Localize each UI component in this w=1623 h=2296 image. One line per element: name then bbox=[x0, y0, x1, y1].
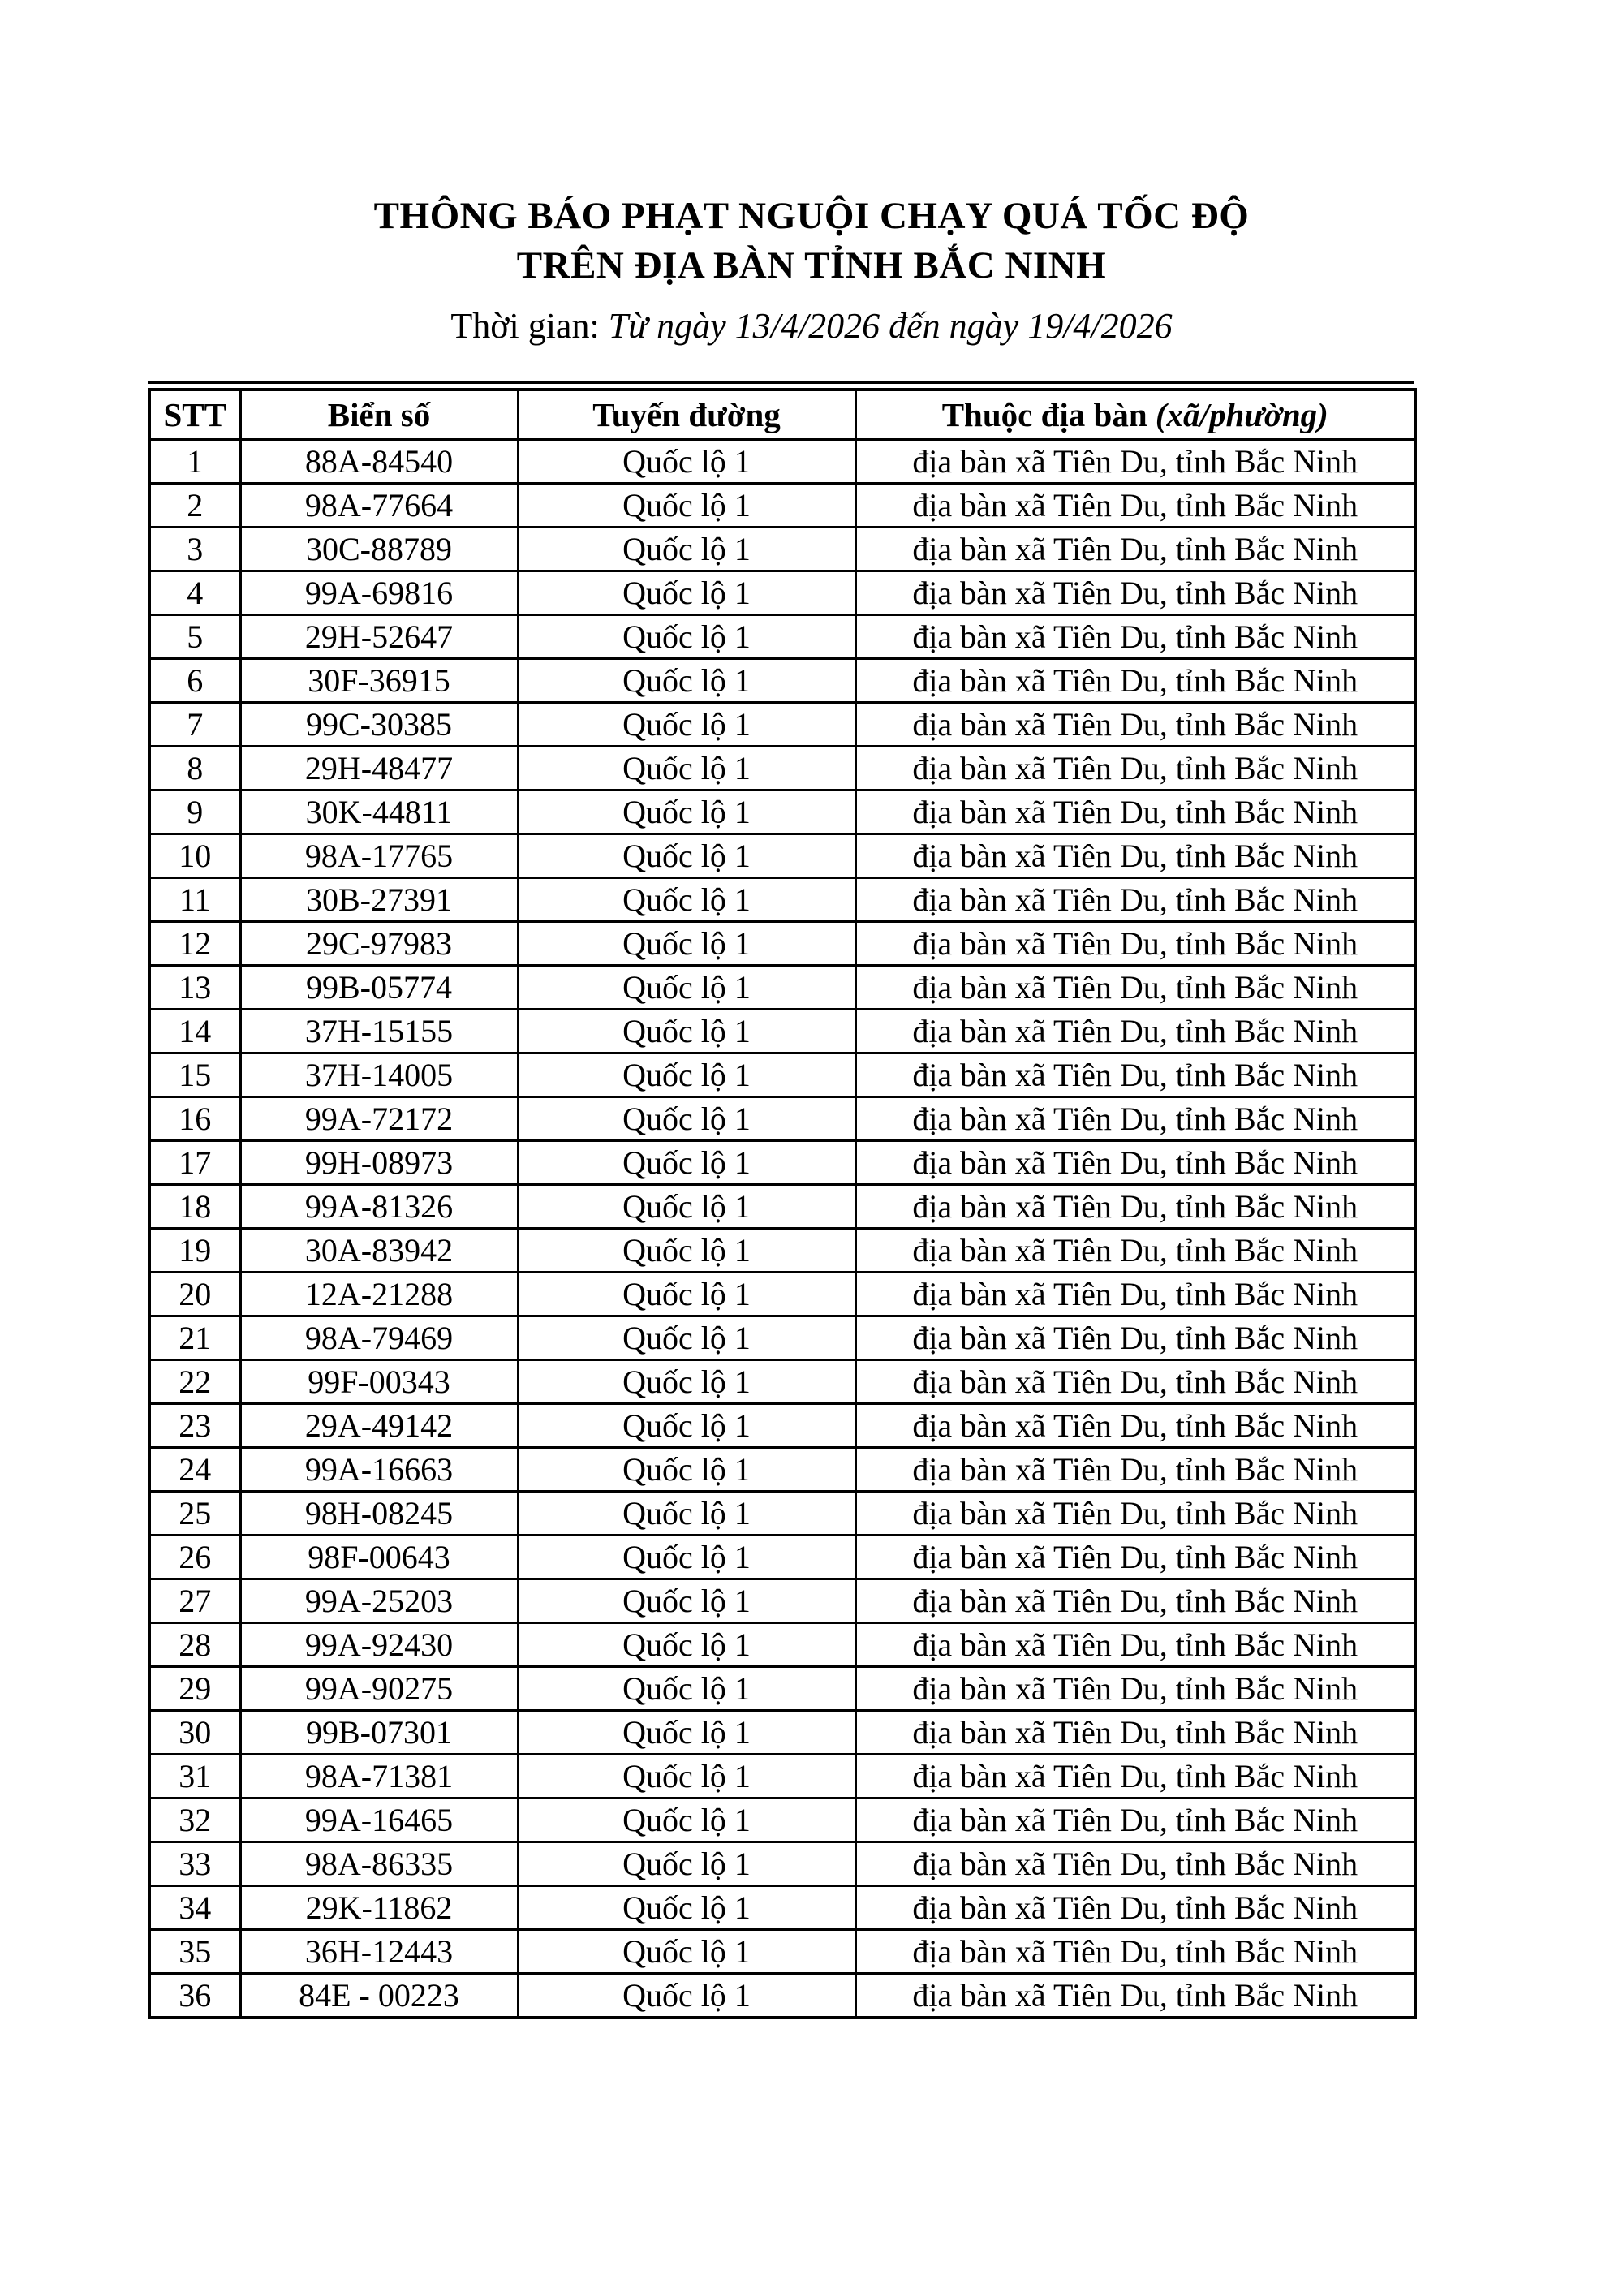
cell-plate: 98A-77664 bbox=[240, 484, 518, 528]
table-body bbox=[149, 440, 1415, 2018]
cell-stt: 25 bbox=[149, 1492, 240, 1536]
cell-plate: 37H-14005 bbox=[240, 1053, 518, 1097]
cell-stt: 3 bbox=[149, 528, 240, 571]
cell-area: địa bàn xã Tiên Du, tỉnh Bắc Ninh bbox=[855, 1886, 1415, 1930]
cell-stt: 35 bbox=[149, 1930, 240, 1974]
cell-area: địa bàn xã Tiên Du, tỉnh Bắc Ninh bbox=[855, 1711, 1415, 1755]
cell-stt: 11 bbox=[149, 878, 240, 922]
table-row bbox=[149, 1316, 1415, 1360]
cell-area: địa bàn xã Tiên Du, tỉnh Bắc Ninh bbox=[855, 1010, 1415, 1053]
table-row bbox=[149, 659, 1415, 703]
cell-plate: 84E - 00223 bbox=[240, 1974, 518, 2018]
table-row bbox=[149, 1886, 1415, 1930]
table-row bbox=[149, 703, 1415, 747]
subtitle-label: Thời gian: bbox=[450, 306, 609, 346]
cell-area: địa bàn xã Tiên Du, tỉnh Bắc Ninh bbox=[855, 1097, 1415, 1141]
cell-stt: 26 bbox=[149, 1536, 240, 1579]
cell-stt: 9 bbox=[149, 790, 240, 834]
cell-area: địa bàn xã Tiên Du, tỉnh Bắc Ninh bbox=[855, 966, 1415, 1010]
table-row bbox=[149, 1755, 1415, 1798]
title-line-1: THÔNG BÁO PHẠT NGUỘI CHẠY QUÁ TỐC ĐỘ bbox=[373, 195, 1250, 237]
cell-route: Quốc lộ 1 bbox=[518, 703, 855, 747]
table-row bbox=[149, 1185, 1415, 1229]
table-row bbox=[149, 615, 1415, 659]
cell-route: Quốc lộ 1 bbox=[518, 571, 855, 615]
cell-plate: 30A-83942 bbox=[240, 1229, 518, 1273]
cell-route: Quốc lộ 1 bbox=[518, 834, 855, 878]
cell-area: địa bàn xã Tiên Du, tỉnh Bắc Ninh bbox=[855, 1536, 1415, 1579]
table-row bbox=[149, 966, 1415, 1010]
cell-stt: 5 bbox=[149, 615, 240, 659]
cell-plate: 98A-71381 bbox=[240, 1755, 518, 1798]
subtitle-value: Từ ngày 13/4/2026 đến ngày 19/4/2026 bbox=[608, 306, 1173, 346]
cell-plate: 99A-16663 bbox=[240, 1448, 518, 1492]
cell-area: địa bàn xã Tiên Du, tỉnh Bắc Ninh bbox=[855, 703, 1415, 747]
cell-route: Quốc lộ 1 bbox=[518, 1492, 855, 1536]
cell-area: địa bàn xã Tiên Du, tỉnh Bắc Ninh bbox=[855, 1053, 1415, 1097]
cell-stt: 33 bbox=[149, 1842, 240, 1886]
cell-route: Quốc lộ 1 bbox=[518, 1536, 855, 1579]
cell-route: Quốc lộ 1 bbox=[518, 1404, 855, 1448]
cell-route: Quốc lộ 1 bbox=[518, 484, 855, 528]
cell-route: Quốc lộ 1 bbox=[518, 790, 855, 834]
cell-stt: 21 bbox=[149, 1316, 240, 1360]
cell-area: địa bàn xã Tiên Du, tỉnh Bắc Ninh bbox=[855, 1185, 1415, 1229]
cell-route: Quốc lộ 1 bbox=[518, 1053, 855, 1097]
cell-stt: 15 bbox=[149, 1053, 240, 1097]
cell-route: Quốc lộ 1 bbox=[518, 659, 855, 703]
cell-stt: 29 bbox=[149, 1667, 240, 1711]
cell-route: Quốc lộ 1 bbox=[518, 1229, 855, 1273]
cell-area: địa bàn xã Tiên Du, tỉnh Bắc Ninh bbox=[855, 440, 1415, 484]
cell-area: địa bàn xã Tiên Du, tỉnh Bắc Ninh bbox=[855, 1492, 1415, 1536]
cell-area: địa bàn xã Tiên Du, tỉnh Bắc Ninh bbox=[855, 922, 1415, 966]
table-row bbox=[149, 922, 1415, 966]
cell-route: Quốc lộ 1 bbox=[518, 878, 855, 922]
table-row bbox=[149, 484, 1415, 528]
col-header-route: Tuyến đường bbox=[518, 390, 855, 440]
cell-route: Quốc lộ 1 bbox=[518, 922, 855, 966]
cell-route: Quốc lộ 1 bbox=[518, 1448, 855, 1492]
table-row bbox=[149, 1974, 1415, 2018]
cell-plate: 99A-25203 bbox=[240, 1579, 518, 1623]
cell-plate: 30B-27391 bbox=[240, 878, 518, 922]
cell-stt: 31 bbox=[149, 1755, 240, 1798]
table-row bbox=[149, 1536, 1415, 1579]
cell-route: Quốc lộ 1 bbox=[518, 747, 855, 790]
table-row bbox=[149, 1623, 1415, 1667]
table-row bbox=[149, 440, 1415, 484]
cell-route: Quốc lộ 1 bbox=[518, 1667, 855, 1711]
table-row bbox=[149, 1448, 1415, 1492]
cell-route: Quốc lộ 1 bbox=[518, 1974, 855, 2018]
cell-plate: 29K-11862 bbox=[240, 1886, 518, 1930]
cell-area: địa bàn xã Tiên Du, tỉnh Bắc Ninh bbox=[855, 1798, 1415, 1842]
cell-route: Quốc lộ 1 bbox=[518, 1711, 855, 1755]
table-row bbox=[149, 1798, 1415, 1842]
cell-plate: 99A-81326 bbox=[240, 1185, 518, 1229]
title-line-2: TRÊN ĐỊA BÀN TỈNH BẮC NINH bbox=[516, 244, 1107, 286]
table-row bbox=[149, 1579, 1415, 1623]
cell-route: Quốc lộ 1 bbox=[518, 528, 855, 571]
cell-area: địa bàn xã Tiên Du, tỉnh Bắc Ninh bbox=[855, 878, 1415, 922]
violations-table bbox=[148, 388, 1417, 2019]
cell-route: Quốc lộ 1 bbox=[518, 1842, 855, 1886]
cell-stt: 2 bbox=[149, 484, 240, 528]
table-row bbox=[149, 1930, 1415, 1974]
col-header-plate: Biển số bbox=[240, 390, 518, 440]
cell-area: địa bàn xã Tiên Du, tỉnh Bắc Ninh bbox=[855, 747, 1415, 790]
table-row bbox=[149, 790, 1415, 834]
cell-route: Quốc lộ 1 bbox=[518, 615, 855, 659]
subtitle bbox=[0, 305, 1623, 347]
cell-route: Quốc lộ 1 bbox=[518, 1360, 855, 1404]
cell-stt: 13 bbox=[149, 966, 240, 1010]
cell-route: Quốc lộ 1 bbox=[518, 440, 855, 484]
table-row bbox=[149, 1492, 1415, 1536]
cell-route: Quốc lộ 1 bbox=[518, 1010, 855, 1053]
cell-stt: 20 bbox=[149, 1273, 240, 1316]
col-header-area-label: Thuộc địa bàn bbox=[941, 396, 1156, 433]
cell-area: địa bàn xã Tiên Du, tỉnh Bắc Ninh bbox=[855, 790, 1415, 834]
page-title bbox=[0, 192, 1623, 291]
cell-route: Quốc lộ 1 bbox=[518, 1316, 855, 1360]
cell-plate: 36H-12443 bbox=[240, 1930, 518, 1974]
cell-stt: 23 bbox=[149, 1404, 240, 1448]
table-row bbox=[149, 1010, 1415, 1053]
cell-plate: 99A-16465 bbox=[240, 1798, 518, 1842]
cell-route: Quốc lộ 1 bbox=[518, 1185, 855, 1229]
cell-stt: 24 bbox=[149, 1448, 240, 1492]
cell-route: Quốc lộ 1 bbox=[518, 1755, 855, 1798]
cell-route: Quốc lộ 1 bbox=[518, 1097, 855, 1141]
cell-plate: 99A-69816 bbox=[240, 571, 518, 615]
cell-stt: 6 bbox=[149, 659, 240, 703]
cell-area: địa bàn xã Tiên Du, tỉnh Bắc Ninh bbox=[855, 528, 1415, 571]
cell-plate: 29H-48477 bbox=[240, 747, 518, 790]
col-header-stt: STT bbox=[149, 390, 240, 440]
table-row bbox=[149, 1053, 1415, 1097]
table-row bbox=[149, 528, 1415, 571]
table-header-row bbox=[149, 390, 1415, 440]
cell-stt: 7 bbox=[149, 703, 240, 747]
table-row bbox=[149, 1141, 1415, 1185]
cell-area: địa bàn xã Tiên Du, tỉnh Bắc Ninh bbox=[855, 1974, 1415, 2018]
cell-plate: 12A-21288 bbox=[240, 1273, 518, 1316]
cell-area: địa bàn xã Tiên Du, tỉnh Bắc Ninh bbox=[855, 1360, 1415, 1404]
table-row bbox=[149, 1229, 1415, 1273]
cell-stt: 34 bbox=[149, 1886, 240, 1930]
cell-route: Quốc lộ 1 bbox=[518, 1886, 855, 1930]
cell-stt: 22 bbox=[149, 1360, 240, 1404]
table-row bbox=[149, 1273, 1415, 1316]
col-header-area bbox=[855, 390, 1415, 440]
cell-stt: 1 bbox=[149, 440, 240, 484]
table-row bbox=[149, 1842, 1415, 1886]
cell-plate: 99B-07301 bbox=[240, 1711, 518, 1755]
cell-area: địa bàn xã Tiên Du, tỉnh Bắc Ninh bbox=[855, 1404, 1415, 1448]
cell-area: địa bàn xã Tiên Du, tỉnh Bắc Ninh bbox=[855, 659, 1415, 703]
cell-route: Quốc lộ 1 bbox=[518, 1930, 855, 1974]
cell-stt: 10 bbox=[149, 834, 240, 878]
table-row bbox=[149, 1097, 1415, 1141]
table-row bbox=[149, 1711, 1415, 1755]
cell-area: địa bàn xã Tiên Du, tỉnh Bắc Ninh bbox=[855, 1141, 1415, 1185]
cell-area: địa bàn xã Tiên Du, tỉnh Bắc Ninh bbox=[855, 1273, 1415, 1316]
cell-area: địa bàn xã Tiên Du, tỉnh Bắc Ninh bbox=[855, 1579, 1415, 1623]
table-wrapper bbox=[148, 381, 1414, 2019]
cell-plate: 37H-15155 bbox=[240, 1010, 518, 1053]
cell-area: địa bàn xã Tiên Du, tỉnh Bắc Ninh bbox=[855, 1842, 1415, 1886]
table-row bbox=[149, 878, 1415, 922]
cell-route: Quốc lộ 1 bbox=[518, 1623, 855, 1667]
cell-area: địa bàn xã Tiên Du, tỉnh Bắc Ninh bbox=[855, 1930, 1415, 1974]
cell-area: địa bàn xã Tiên Du, tỉnh Bắc Ninh bbox=[855, 1229, 1415, 1273]
table-row bbox=[149, 1360, 1415, 1404]
cell-stt: 36 bbox=[149, 1974, 240, 2018]
cell-plate: 30K-44811 bbox=[240, 790, 518, 834]
cell-stt: 28 bbox=[149, 1623, 240, 1667]
cell-plate: 99A-72172 bbox=[240, 1097, 518, 1141]
cell-stt: 18 bbox=[149, 1185, 240, 1229]
cell-plate: 98H-08245 bbox=[240, 1492, 518, 1536]
table-row bbox=[149, 1404, 1415, 1448]
cell-stt: 14 bbox=[149, 1010, 240, 1053]
cell-area: địa bàn xã Tiên Du, tỉnh Bắc Ninh bbox=[855, 1667, 1415, 1711]
cell-plate: 29A-49142 bbox=[240, 1404, 518, 1448]
cell-stt: 17 bbox=[149, 1141, 240, 1185]
cell-plate: 99A-90275 bbox=[240, 1667, 518, 1711]
cell-stt: 4 bbox=[149, 571, 240, 615]
table-row bbox=[149, 571, 1415, 615]
cell-plate: 99C-30385 bbox=[240, 703, 518, 747]
cell-route: Quốc lộ 1 bbox=[518, 1273, 855, 1316]
cell-route: Quốc lộ 1 bbox=[518, 1579, 855, 1623]
cell-stt: 32 bbox=[149, 1798, 240, 1842]
table-row bbox=[149, 747, 1415, 790]
cell-stt: 27 bbox=[149, 1579, 240, 1623]
cell-area: địa bàn xã Tiên Du, tỉnh Bắc Ninh bbox=[855, 1448, 1415, 1492]
table-row bbox=[149, 1667, 1415, 1711]
cell-area: địa bàn xã Tiên Du, tỉnh Bắc Ninh bbox=[855, 484, 1415, 528]
cell-route: Quốc lộ 1 bbox=[518, 1798, 855, 1842]
cell-stt: 30 bbox=[149, 1711, 240, 1755]
cell-plate: 98A-86335 bbox=[240, 1842, 518, 1886]
cell-plate: 98A-17765 bbox=[240, 834, 518, 878]
cell-area: địa bàn xã Tiên Du, tỉnh Bắc Ninh bbox=[855, 1623, 1415, 1667]
cell-stt: 8 bbox=[149, 747, 240, 790]
col-header-area-note: (xã/phường) bbox=[1155, 396, 1328, 433]
cell-plate: 99A-92430 bbox=[240, 1623, 518, 1667]
cell-plate: 29C-97983 bbox=[240, 922, 518, 966]
cell-stt: 19 bbox=[149, 1229, 240, 1273]
cell-plate: 88A-84540 bbox=[240, 440, 518, 484]
cell-stt: 12 bbox=[149, 922, 240, 966]
cell-area: địa bàn xã Tiên Du, tỉnh Bắc Ninh bbox=[855, 1316, 1415, 1360]
cell-plate: 30C-88789 bbox=[240, 528, 518, 571]
document-header bbox=[0, 0, 1623, 347]
cell-route: Quốc lộ 1 bbox=[518, 966, 855, 1010]
cell-plate: 98A-79469 bbox=[240, 1316, 518, 1360]
cell-area: địa bàn xã Tiên Du, tỉnh Bắc Ninh bbox=[855, 615, 1415, 659]
cell-area: địa bàn xã Tiên Du, tỉnh Bắc Ninh bbox=[855, 1755, 1415, 1798]
cell-plate: 29H-52647 bbox=[240, 615, 518, 659]
table-row bbox=[149, 834, 1415, 878]
cell-area: địa bàn xã Tiên Du, tỉnh Bắc Ninh bbox=[855, 834, 1415, 878]
cell-plate: 99B-05774 bbox=[240, 966, 518, 1010]
cell-route: Quốc lộ 1 bbox=[518, 1141, 855, 1185]
cell-stt: 16 bbox=[149, 1097, 240, 1141]
cell-plate: 99H-08973 bbox=[240, 1141, 518, 1185]
cell-plate: 99F-00343 bbox=[240, 1360, 518, 1404]
cell-plate: 98F-00643 bbox=[240, 1536, 518, 1579]
cell-area: địa bàn xã Tiên Du, tỉnh Bắc Ninh bbox=[855, 571, 1415, 615]
cell-plate: 30F-36915 bbox=[240, 659, 518, 703]
